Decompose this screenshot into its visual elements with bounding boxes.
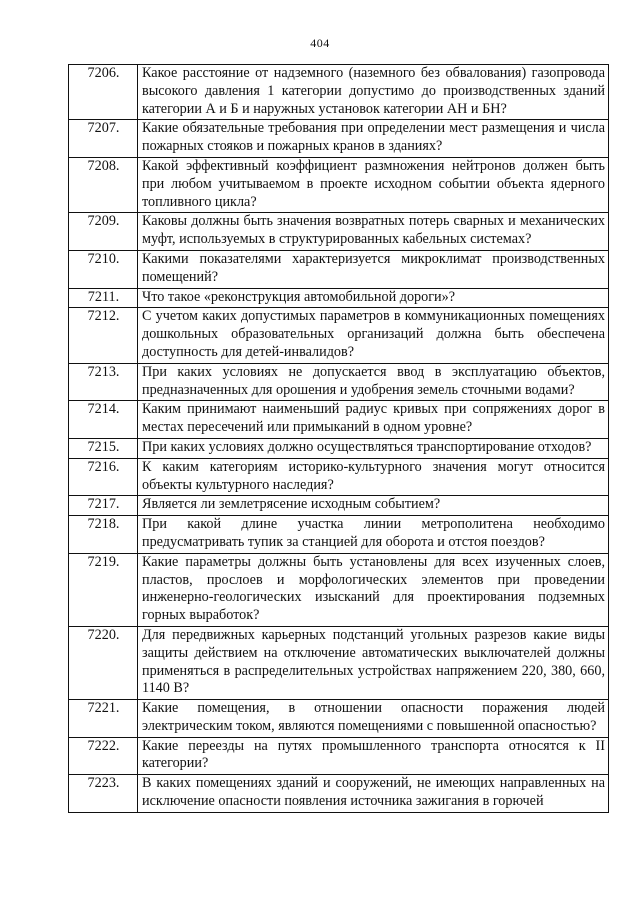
question-text: Что такое «реконструкция автомобильной дороги»?: [138, 288, 609, 308]
question-text: Какое расстояние от надземного (наземного без обвалования) газопровода высокого давления 1 категории допустимо до производственных зданий категории А и Б и наружных установок категории АН и БН?: [138, 65, 609, 120]
page-number: 404: [310, 36, 330, 50]
question-number: 7214.: [69, 401, 138, 439]
table-row: [69, 157, 609, 212]
question-number: 7207.: [69, 120, 138, 158]
question-text: Какой эффективный коэффициент размножения нейтронов должен быть при любом учитываемом в проекте исходном событии объекта ядерного топливного цикла?: [138, 157, 609, 212]
table-row: [69, 308, 609, 363]
question-text: Является ли землетрясение исходным событием?: [138, 496, 609, 516]
question-number: 7218.: [69, 516, 138, 554]
questions-table: [68, 64, 609, 813]
question-text: Какие переезды на путях промышленного транспорта относятся к II категории?: [138, 737, 609, 775]
table-row: [69, 438, 609, 458]
question-number: 7212.: [69, 308, 138, 363]
question-text: Какими показателями характеризуется микроклимат производственных помещений?: [138, 250, 609, 288]
question-number: 7217.: [69, 496, 138, 516]
question-text: Для передвижных карьерных подстанций угольных разрезов какие виды защиты действием на отключение автоматических выключателей должны применяться в распределительных устройствах напряжением 220, 380, 660, 1140 В?: [138, 626, 609, 699]
question-text: При каких условиях должно осуществляться транспортирование отходов?: [138, 438, 609, 458]
question-number: 7211.: [69, 288, 138, 308]
question-text: Каким принимают наименьший радиус кривых при сопряжениях дорог в местах пересечений или примыканий в одном уровне?: [138, 401, 609, 439]
table-row: [69, 458, 609, 496]
question-number: 7223.: [69, 775, 138, 813]
question-text: К каким категориям историко-культурного значения могут относится объекты культурного наследия?: [138, 458, 609, 496]
table-row: [69, 516, 609, 554]
table-row: [69, 626, 609, 699]
table-row: [69, 250, 609, 288]
question-text: В каких помещениях зданий и сооружений, не имеющих направленных на исключение опасности появления источника зажигания в горючей: [138, 775, 609, 813]
question-number: 7210.: [69, 250, 138, 288]
question-number: 7213.: [69, 363, 138, 401]
question-text: Каковы должны быть значения возвратных потерь сварных и механических муфт, используемых в структурированных кабельных системах?: [138, 213, 609, 251]
table-row: [69, 553, 609, 626]
question-text: Какие обязательные требования при определении мест размещения и числа пожарных стояков и пожарных кранов в зданиях?: [138, 120, 609, 158]
table-row: [69, 496, 609, 516]
question-text: При какой длине участка линии метрополитена необходимо предусматривать тупик за станцией для оборота и отстоя поездов?: [138, 516, 609, 554]
table-row: [69, 401, 609, 439]
table-row: [69, 737, 609, 775]
table-row: [69, 700, 609, 738]
question-number: 7222.: [69, 737, 138, 775]
table-row: [69, 288, 609, 308]
question-number: 7206.: [69, 65, 138, 120]
table-row: [69, 775, 609, 813]
question-number: 7221.: [69, 700, 138, 738]
question-number: 7220.: [69, 626, 138, 699]
table-row: [69, 65, 609, 120]
table-row: [69, 120, 609, 158]
table-row: [69, 213, 609, 251]
question-text: Какие параметры должны быть установлены для всех изученных слоев, пластов, прослоев и морфологических элементов при проведении инженерно-геологических изысканий для проектирования подземных горных выработок?: [138, 553, 609, 626]
question-number: 7208.: [69, 157, 138, 212]
table-row: [69, 363, 609, 401]
question-number: 7215.: [69, 438, 138, 458]
question-number: 7216.: [69, 458, 138, 496]
question-text: Какие помещения, в отношении опасности поражения людей электрическим током, являются помещениями с повышенной опасностью?: [138, 700, 609, 738]
question-number: 7209.: [69, 213, 138, 251]
question-number: 7219.: [69, 553, 138, 626]
question-text: С учетом каких допустимых параметров в коммуникационных помещениях дошкольных образовательных организаций должна быть обеспечена доступность для детей-инвалидов?: [138, 308, 609, 363]
question-text: При каких условиях не допускается ввод в эксплуатацию объектов, предназначенных для орошения и удобрения земель сточными водами?: [138, 363, 609, 401]
